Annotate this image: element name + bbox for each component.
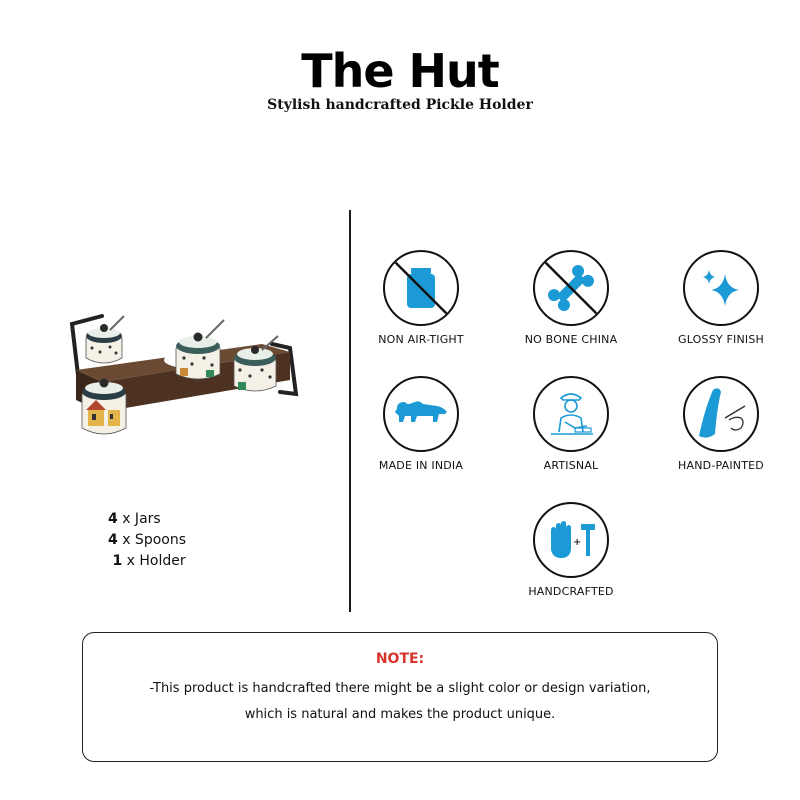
feature-non-air-tight [346, 250, 496, 346]
feature-handcrafted [496, 502, 646, 598]
feature-glossy-finish [646, 250, 796, 346]
contents-item-spoons [108, 530, 186, 551]
contents-qty: 1 [112, 553, 123, 569]
page-subtitle: Stylish handcrafted Pickle Holder [267, 97, 533, 113]
contents-label: x Jars [117, 511, 161, 527]
note-box [82, 632, 718, 762]
paint-hand-icon [683, 376, 759, 452]
hand-hammer-icon [533, 502, 609, 578]
feature-label: NO BONE CHINA [524, 333, 618, 346]
contents-item-jars [108, 509, 186, 530]
contents-label: x Spoons [117, 532, 187, 548]
feature-label: HANDCRAFTED [528, 585, 614, 598]
contents-qty: 4 [108, 511, 118, 527]
note-heading: NOTE: [375, 651, 425, 667]
package-contents [108, 509, 186, 572]
feature-made-in-india [346, 376, 496, 472]
product-image [40, 300, 310, 450]
feature-label: NON AIR-TIGHT [378, 333, 464, 346]
crossed-jar-icon [383, 250, 459, 326]
feature-hand-painted [646, 376, 796, 472]
sparkle-icon [683, 250, 759, 326]
feature-label: MADE IN INDIA [378, 459, 464, 472]
feature-label: HAND-PAINTED [678, 459, 764, 472]
note-text-line: -This product is handcrafted there might be a slight color or design variation, [149, 681, 651, 696]
contents-label: x Holder [122, 553, 186, 569]
contents-qty: 4 [108, 532, 118, 548]
svg-text:+: + [573, 537, 582, 548]
lion-icon [383, 376, 459, 452]
feature-no-bone-china [496, 250, 646, 346]
note-text-line: which is natural and makes the product unique. [244, 707, 556, 722]
page-title: The Hut [301, 44, 499, 98]
contents-item-holder [108, 551, 186, 572]
artisan-icon [533, 376, 609, 452]
crossed-bone-icon [533, 250, 609, 326]
feature-label: GLOSSY FINISH [678, 333, 764, 346]
feature-artisnal [496, 376, 646, 472]
feature-label: ARTISNAL [543, 459, 599, 472]
